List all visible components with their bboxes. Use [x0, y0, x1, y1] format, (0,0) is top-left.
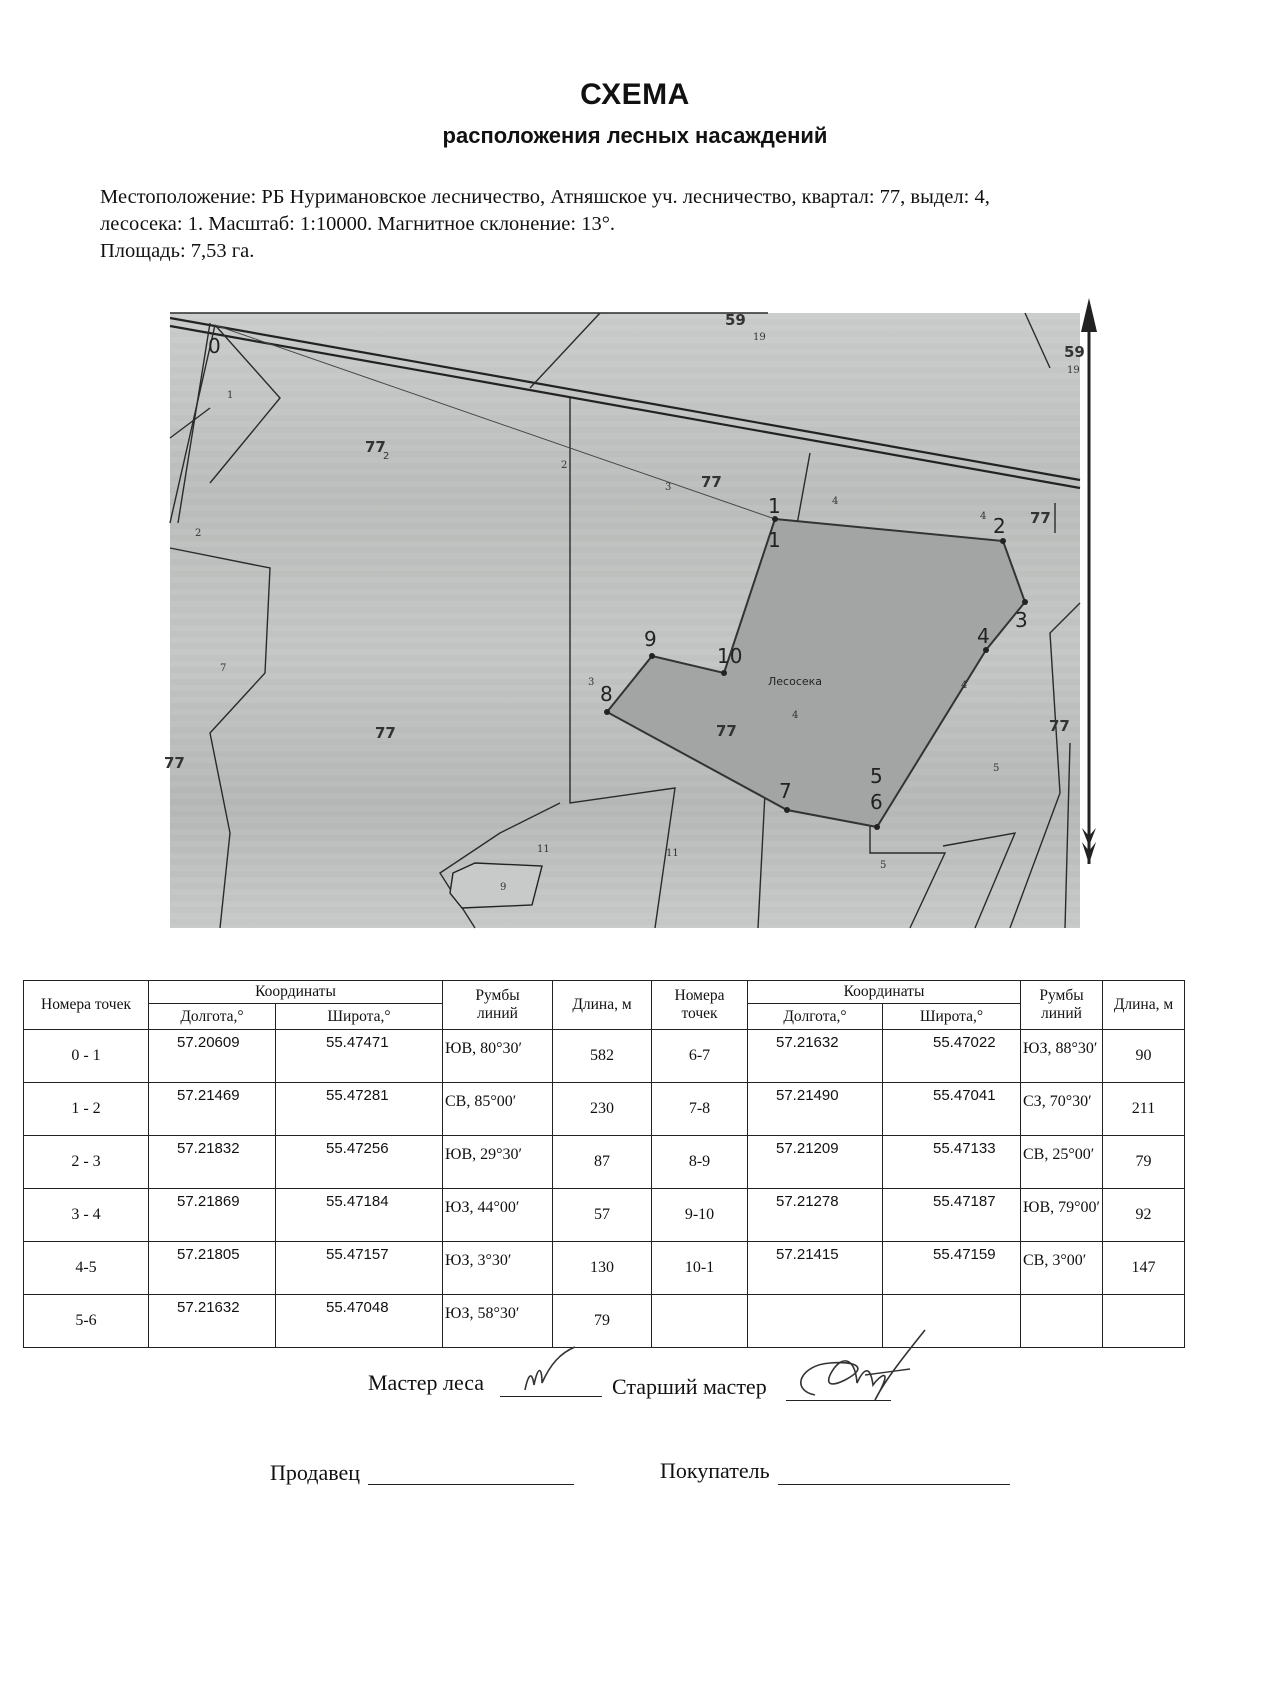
vydel-label: 3	[665, 482, 672, 493]
bearing: СВ, 3°00′	[1021, 1242, 1103, 1295]
quarter-label-77-edge: 77	[164, 754, 185, 772]
quarter-label-59-top: 59	[725, 311, 746, 329]
latitude: 55.47256	[276, 1136, 443, 1189]
latitude: 55.47187	[883, 1189, 1021, 1242]
point-pair: 3 - 4	[24, 1189, 149, 1242]
table-row	[24, 1189, 1185, 1242]
vydel-9-polygon	[450, 863, 542, 908]
quarter-label-77-center-top: 77	[701, 473, 722, 491]
header-rumb-right: Румбы линий	[1021, 981, 1103, 1030]
header-points-right: Номера точек	[652, 981, 748, 1030]
latitude: 55.47281	[276, 1083, 443, 1136]
coordinates-table	[23, 980, 1185, 1348]
document-title: СХЕМА	[580, 78, 690, 111]
header-lat: Широта,°	[276, 1004, 443, 1030]
buyer-label: Покупатель	[660, 1458, 770, 1483]
vydel-label: 11	[666, 848, 679, 859]
point-label-6: 6	[870, 790, 883, 814]
longitude: 57.21278	[748, 1189, 883, 1242]
bearing: СЗ, 70°30′	[1021, 1083, 1103, 1136]
header-lon: Долгота,°	[149, 1004, 276, 1030]
vydel-label: 4	[792, 710, 799, 721]
vydel-label: 19	[1067, 365, 1080, 376]
bearing	[1021, 1295, 1103, 1348]
bearing: ЮВ, 80°30′	[443, 1030, 553, 1083]
length: 90	[1103, 1030, 1185, 1083]
point-label-0: 0	[208, 334, 221, 358]
longitude: 57.21209	[748, 1136, 883, 1189]
north-arrow	[1074, 298, 1104, 864]
latitude: 55.47041	[883, 1083, 1021, 1136]
point-label-3: 3	[1015, 608, 1028, 632]
length: 57	[553, 1189, 652, 1242]
length: 79	[553, 1295, 652, 1348]
latitude: 55.47159	[883, 1242, 1021, 1295]
location-info	[100, 184, 1160, 265]
point-marker-3	[1022, 599, 1028, 605]
longitude: 57.21490	[748, 1083, 883, 1136]
latitude: 55.47184	[276, 1189, 443, 1242]
vydel-label: 4	[832, 496, 839, 507]
forest-master-label: Мастер леса	[368, 1370, 485, 1395]
point-marker-8	[604, 709, 610, 715]
table-row	[24, 1030, 1185, 1083]
point-marker-7	[784, 807, 790, 813]
seller-label: Продавец	[270, 1460, 361, 1485]
header-length: Длина, м	[553, 981, 652, 1030]
document-subtitle: расположения лесных насаждений	[442, 123, 828, 148]
length	[1103, 1295, 1185, 1348]
bearing: ЮЗ, 88°30′	[1021, 1030, 1103, 1083]
buyer-signature-line	[778, 1484, 1010, 1485]
length: 230	[553, 1083, 652, 1136]
vydel-label: 5	[993, 763, 1000, 774]
vydel-label: 2	[195, 528, 202, 539]
point-pair: 2 - 3	[24, 1136, 149, 1189]
vydel-label: 1	[227, 390, 234, 401]
point-label-2: 2	[993, 514, 1006, 538]
quarter-label-77-main: 77	[365, 438, 386, 456]
vydel-label: 3	[588, 677, 595, 688]
vydel-label: 7	[220, 663, 227, 674]
point-label-1-bottom: 1	[768, 528, 781, 552]
point-label-7: 7	[779, 779, 792, 803]
area-line: Площадь: 7,53 га.	[100, 240, 255, 262]
point-pair: 10-1	[652, 1242, 748, 1295]
header-points: Номера точек	[24, 981, 149, 1030]
forest-master-signature-icon	[520, 1345, 580, 1400]
point-pair: 9-10	[652, 1189, 748, 1242]
longitude: 57.21632	[149, 1295, 276, 1348]
header-coords-right: Координаты	[748, 981, 1021, 1004]
quarter-label-77-center: 77	[716, 722, 737, 740]
header-coords: Координаты	[149, 981, 443, 1004]
longitude: 57.21469	[149, 1083, 276, 1136]
vydel-label: 5	[880, 860, 887, 871]
cutting-area-label: Лесосека	[768, 675, 823, 688]
seller-signature-line	[368, 1484, 574, 1485]
latitude: 55.47022	[883, 1030, 1021, 1083]
quarter-label-77-left: 77	[375, 724, 396, 742]
vydel-label: 11	[537, 844, 550, 855]
length: 92	[1103, 1189, 1185, 1242]
header-lon-right: Долгота,°	[748, 1004, 883, 1030]
point-marker-2	[1000, 538, 1006, 544]
point-label-4: 4	[977, 624, 990, 648]
longitude: 57.21869	[149, 1189, 276, 1242]
vydel-label: 4	[961, 680, 968, 691]
length: 130	[553, 1242, 652, 1295]
longitude: 57.21415	[748, 1242, 883, 1295]
point-label-8: 8	[600, 682, 613, 706]
bearing: СВ, 85°00′	[443, 1083, 553, 1136]
bearing: ЮЗ, 58°30′	[443, 1295, 553, 1348]
quarter-label-59-right: 59	[1064, 343, 1085, 361]
table-row	[24, 1295, 1185, 1348]
longitude: 57.21632	[748, 1030, 883, 1083]
length: 87	[553, 1136, 652, 1189]
point-pair: 8-9	[652, 1136, 748, 1189]
point-marker-9	[649, 653, 655, 659]
quarter-label-77-right: 77	[1049, 717, 1070, 735]
point-label-9: 9	[644, 627, 657, 651]
senior-master-label: Старший мастер	[612, 1374, 767, 1399]
length: 147	[1103, 1242, 1185, 1295]
vydel-label: 19	[753, 332, 766, 343]
header-rumb: Румбы линий	[443, 981, 553, 1030]
latitude: 55.47048	[276, 1295, 443, 1348]
point-marker-10	[721, 670, 727, 676]
length: 582	[553, 1030, 652, 1083]
vydel-label: 4	[980, 511, 987, 522]
table-row	[24, 1083, 1185, 1136]
bearing: ЮВ, 29°30′	[443, 1136, 553, 1189]
point-label-1-top: 1	[768, 494, 781, 518]
latitude: 55.47133	[883, 1136, 1021, 1189]
point-pair	[652, 1295, 748, 1348]
quarter-label-77-right-top: 77	[1030, 509, 1051, 527]
latitude: 55.47157	[276, 1242, 443, 1295]
scale-line: лесосека: 1. Масштаб: 1:10000. Магнитное склонение: 13°.	[100, 213, 616, 235]
bearing: ЮЗ, 44°00′	[443, 1189, 553, 1242]
table-row	[24, 1242, 1185, 1295]
length: 79	[1103, 1136, 1185, 1189]
point-label-10: 10	[717, 644, 743, 668]
bearing: ЮЗ, 3°30′	[443, 1242, 553, 1295]
quarter-label-77-subscript: 2	[383, 451, 390, 462]
point-pair: 5-6	[24, 1295, 149, 1348]
header-lat-right: Широта,°	[883, 1004, 1021, 1030]
point-pair: 7-8	[652, 1083, 748, 1136]
forest-map	[164, 311, 1085, 928]
vydel-label: 2	[561, 460, 568, 471]
vydel-label: 9	[500, 882, 507, 893]
longitude: 57.21832	[149, 1136, 276, 1189]
point-pair: 4-5	[24, 1242, 149, 1295]
bearing: СВ, 25°00′	[1021, 1136, 1103, 1189]
point-label-5: 5	[870, 764, 883, 788]
longitude: 57.20609	[149, 1030, 276, 1083]
longitude: 57.21805	[149, 1242, 276, 1295]
header-length-right: Длина, м	[1103, 981, 1185, 1030]
point-pair: 0 - 1	[24, 1030, 149, 1083]
point-pair: 6-7	[652, 1030, 748, 1083]
senior-master-signature-icon	[785, 1325, 935, 1415]
bearing: ЮВ, 79°00′	[1021, 1189, 1103, 1242]
table-row	[24, 1136, 1185, 1189]
point-pair: 1 - 2	[24, 1083, 149, 1136]
location-line: Местоположение: РБ Нуримановское лесничество, Атняшское уч. лесничество, квартал: 77, выдел: 4,	[100, 186, 990, 208]
length: 211	[1103, 1083, 1185, 1136]
point-marker-6	[874, 824, 880, 830]
latitude: 55.47471	[276, 1030, 443, 1083]
